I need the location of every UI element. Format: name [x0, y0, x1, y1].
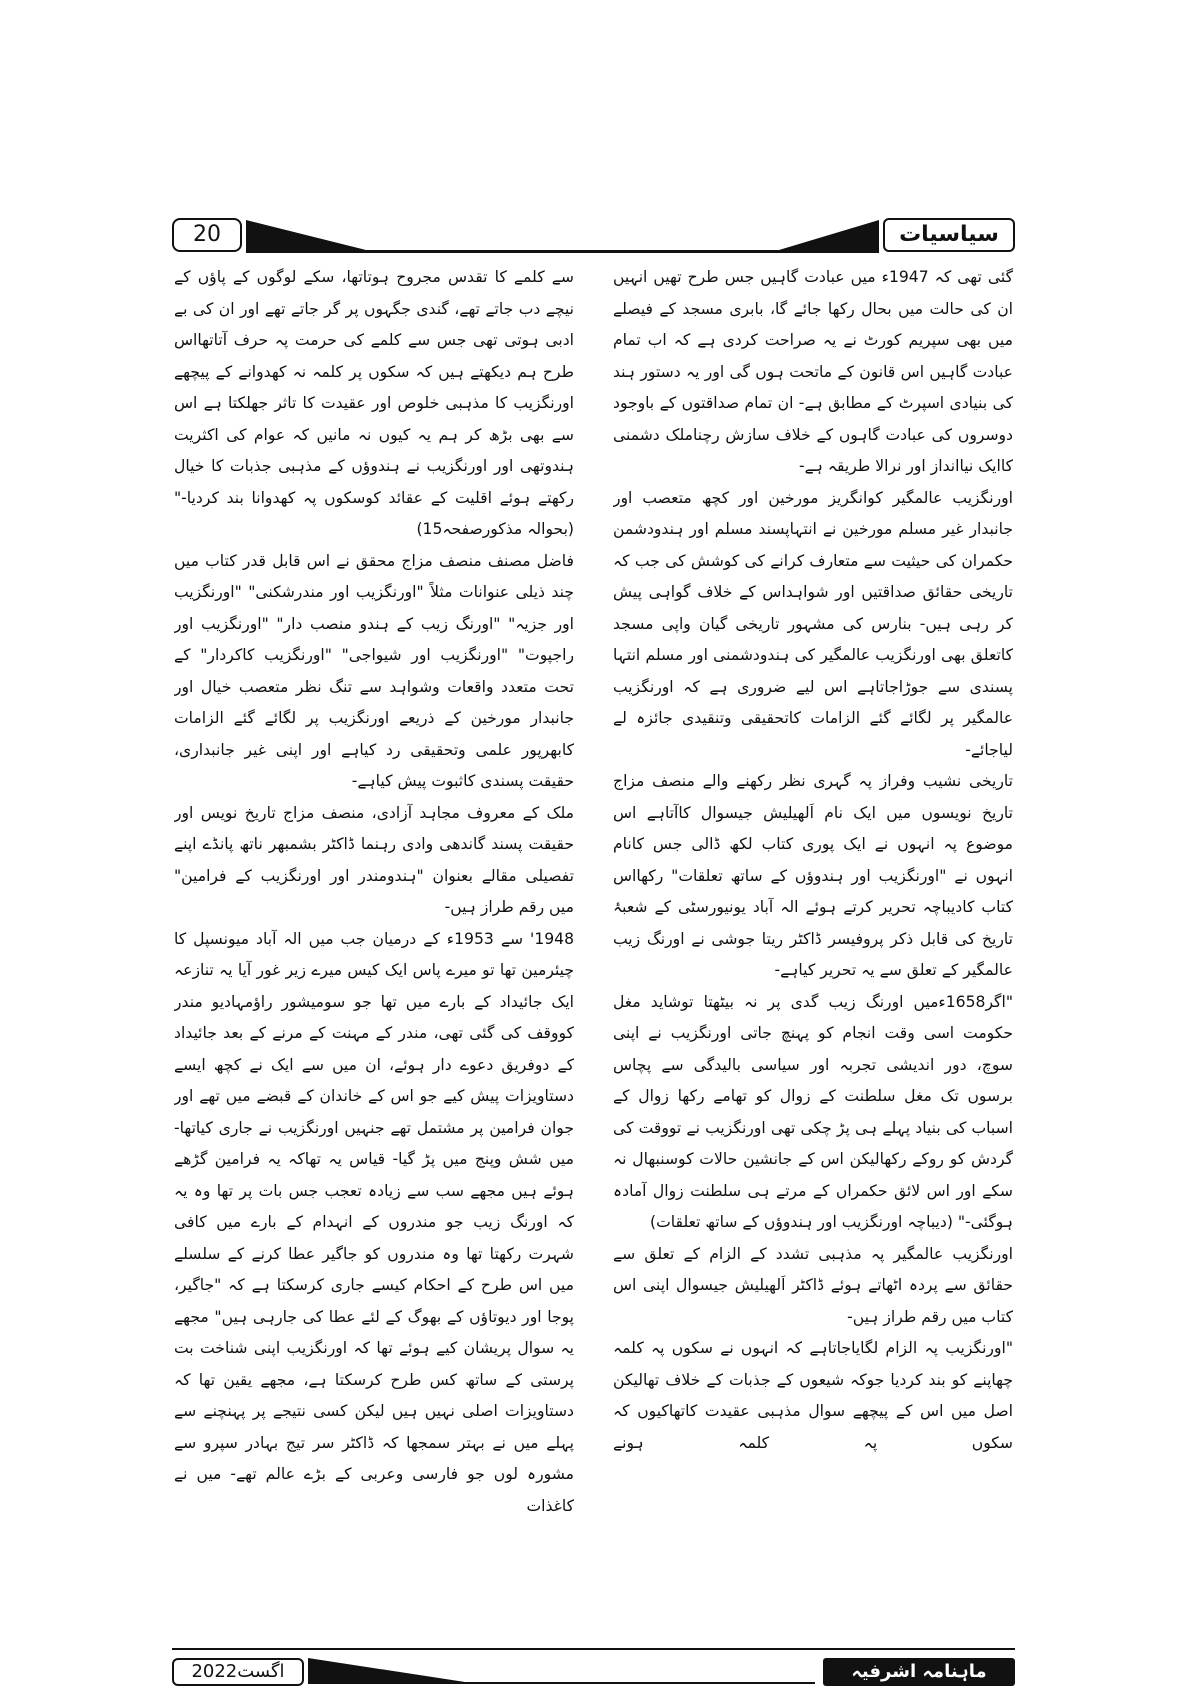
paragraph: "اورنگزیب پہ الزام لگایاجاتاہے کہ انہوں نے سکوں پہ کلمہ چھاپنے کو بند کردیا جوکہ شیعوں کے جذبات کے خلاف تھالیکن اصل میں اس کے پیچھے سوال مذہبی عقیدت کاتھاکیوں کہ سکوں پہ کلمہ ہونے	[613, 1339, 1013, 1452]
column-right	[613, 262, 1013, 1587]
section-title: سیاسیات	[883, 218, 1015, 252]
page-number: 20	[172, 218, 242, 252]
paragraph: سے کلمے کا تقدس مجروح ہوتاتھا، سکے لوگوں کے پاؤں کے نیچے دب جاتے تھے، گندی جگہوں پر گر جاتے تھے اور ان کی بے ادبی ہوتی تھی جس سے کلمے کی حرمت پہ حرف آتاتھااس طرح ہم دیکھتے ہیں کہ سکوں پر کلمہ نہ کھدوانے کے پیچھے اورنگزیب کا مذہبی خلوص اور عقیدت کا تاثر جھلکتا ہے اس سے بھی بڑھ کر ہم یہ کیوں نہ مانیں کہ عوام کی اکثریت ہندوتھی اور اورنگزیب نے ہندوؤں کے مذہبی جذبات کا خیال رکھتے ہوئے اقلیت کے عقائد کوسکوں پہ کھدوانا بند کردیا-" (بحوالہ مذکورصفحہ15)	[174, 268, 574, 538]
paragraph: ملک کے معروف مجاہد آزادی، منصف مزاج تاریخ نویس اور حقیقت پسند گاندھی وادی رہنما ڈاکٹر بشمبھر ناتھ پانڈے اپنے تفصیلی مقالے بعنوان "ہندومندر اور اورنگزیب کے فرامین" میں رقم طراز ہیں-	[174, 803, 574, 916]
paragraph: تاریخی نشیب وفراز پہ گہری نظر رکھنے والے منصف مزاج تاریخ نویسوں میں ایک نام اَلھیلیش جیسوال کاآتاہے اس موضوع پہ انہوں نے ایک پوری کتاب لکھ ڈالی جس کانام انہوں نے "اورنگزیب اور ہندوؤں کے ساتھ تعلقات" رکھااس کتاب کادیباچہ تحریر کرتے ہوئے الہ آباد یونیورسٹی کے شعبۂ تاریخ کی قابل ذکر پروفیسر ڈاکٹر ریتا جوشی نے اورنگ زیب عالمگیر کے تعلق سے یہ تحریر کیاہے-	[613, 772, 1013, 979]
magazine-title: ماہنامہ اشرفیہ	[823, 1658, 1015, 1686]
paragraph: "اگر1658ءمیں اورنگ زیب گدی پر نہ بیٹھتا توشاید مغل حکومت اسی وقت انجام کو پہنچ جاتی اورنگزیب نے اپنی سوچ، دور اندیشی تجربہ اور سیاسی بالیدگی سے پچاس برسوں تک مغل سلطنت کے زوال کو تھامے رکھا زوال کے اسباب کی بنیاد پہلے ہی پڑ چکی تھی اورنگزیب نے تووقت کی گردش کو روکے رکھالیکن اس کے جانشین حالات کوسنبھال نہ سکے اور اس لائق حکمراں کے مرتے ہی سلطنت زوال آمادہ ہوگئی-" (دیباچہ اورنگزیب اور ہندوؤں کے ساتھ تعلقات)	[613, 992, 1013, 1231]
footer-rule-bottom	[308, 1682, 815, 1684]
header-rule	[246, 250, 879, 253]
footer-rule	[172, 1648, 1015, 1650]
page-footer	[172, 1648, 1015, 1684]
issue-date: اگست2022	[172, 1658, 304, 1686]
column-left	[174, 262, 574, 1587]
paragraph: فاضل مصنف منصف مزاج محقق نے اس قابل قدر کتاب میں چند ذیلی عنوانات مثلاً "اورنگزیب اور مندرشکنی" "اورنگزیب اور جزیہ" "اورنگ زیب کے ہندو منصب دار" "اورنگزیب اور راجپوت" "اورنگزیب اور شیواجی" "اورنگزیب کاکردار" کے تحت متعدد واقعات وشواہد سے تنگ نظر متعصب خیال اور جانبدار مورخین کے ذریعے اورنگزیب پر لگائے گئے الزامات کابھرپور علمی وتحقیقی رد کیاہے اور اپنی غیر جانبداری، حقیقت پسندی کاثبوت پیش کیاہے-	[174, 551, 574, 790]
paragraph: 1948' سے 1953ء کے درمیان جب میں الہ آباد میونسپل کا چیئرمین تھا تو میرے پاس ایک کیس میرے زیر غور آیا یہ تنازعہ ایک جائیداد کے بارے میں تھا جو سومیشور راؤمہادیو مندر کووقف کی گئی تھی، مندر کے مہنت کے مرنے کے بعد جائیداد کے دوفریق دعوے دار ہوئے، ان میں سے ایک نے کچھ ایسے دستاویزات پیش کیے جو اس کے خاندان کے قبضے میں تھے اور جوان فرامین پر مشتمل تھے جنہیں اورنگزیب نے جاری کیاتھا- میں شش وپنج میں پڑ گیا- قیاس یہ تھاکہ یہ فرامین گڑھے ہوئے ہیں مجھے سب سے زیادہ تعجب جس بات پر تھا وہ یہ کہ اورنگ زیب جو مندروں کے انہدام کے بارے میں کافی شہرت رکھتا تھا وہ مندروں کو جاگیر عطا کرنے کے سلسلے میں اس طرح کے احکام کیسے جاری کرسکتا ہے کہ "جاگیر، پوجا اور دیوتاؤں کے بھوگ کے لئے عطا کی جارہی ہیں" مجھے یہ سوال پریشان کیے ہوئے تھا کہ اورنگزیب اپنی شناخت بت پرستی کے ساتھ کس طرح کرسکتا ہے، مجھے یقین تھا کہ دستاویزات اصلی نہیں ہیں لیکن کسی نتیجے پر پہنچنے سے پہلے میں نے بہتر سمجھا کہ ڈاکٹر سر تیج بہادر سپرو سے مشورہ لوں جو فارسی وعربی کے بڑے عالم تھے- میں نے کاغذات	[174, 929, 574, 1515]
header-ornament-right	[779, 220, 879, 250]
article-body	[172, 262, 1015, 1647]
footer-ornament	[308, 1658, 478, 1684]
paragraph: اورنگزیب عالمگیر کوانگریز مورخین اور کچھ متعصب اور جانبدار غیر مسلم مورخین نے انتہاپسند مسلم اور ہندودشمن حکمران کی حیثیت سے متعارف کرانے کی کوشش کی جب کہ تاریخی حقائق صداقتیں اور شواہداس کے خلاف گواہی پیش کر رہی ہیں- بنارس کی مشہور تاریخی گیان واپی مسجد کاتعلق بھی اورنگزیب عالمگیر کی ہندودشمنی اور مسلم انتہا پسندی سے جوڑاجاتاہے اس لیے ضروری ہے کہ اورنگزیب عالمگیر پر لگائے گئے الزامات کاتحقیقی وتنقیدی جائزہ لے لیاجائے-	[613, 488, 1013, 759]
paragraph: اورنگزیب عالمگیر پہ مذہبی تشدد کے الزام کے تعلق سے حقائق سے پردہ اٹھاتے ہوئے ڈاکٹر اَلھیلیش جیسوال اپنی اس کتاب میں رقم طراز ہیں-	[613, 1244, 1013, 1326]
page-header	[172, 216, 1015, 256]
paragraph: گئی تھی کہ 1947ء میں عبادت گاہیں جس طرح تھیں انہیں ان کی حالت میں بحال رکھا جائے گا، بابری مسجد کے فیصلے میں بھی سپریم کورٹ نے یہ صراحت کردی ہے کہ اب تمام عبادت گاہیں اس قانون کے ماتحت ہوں گی اور یہ دستور ہند کی بنیادی اسپرٹ کے مطابق ہے- ان تمام صداقتوں کے باوجود دوسروں کی عبادت گاہوں کے خلاف سازش رچناملک دشمنی کاایک نیاانداز اور نرالا طریقہ ہے-	[613, 268, 1013, 475]
header-ornament-left	[246, 220, 366, 250]
